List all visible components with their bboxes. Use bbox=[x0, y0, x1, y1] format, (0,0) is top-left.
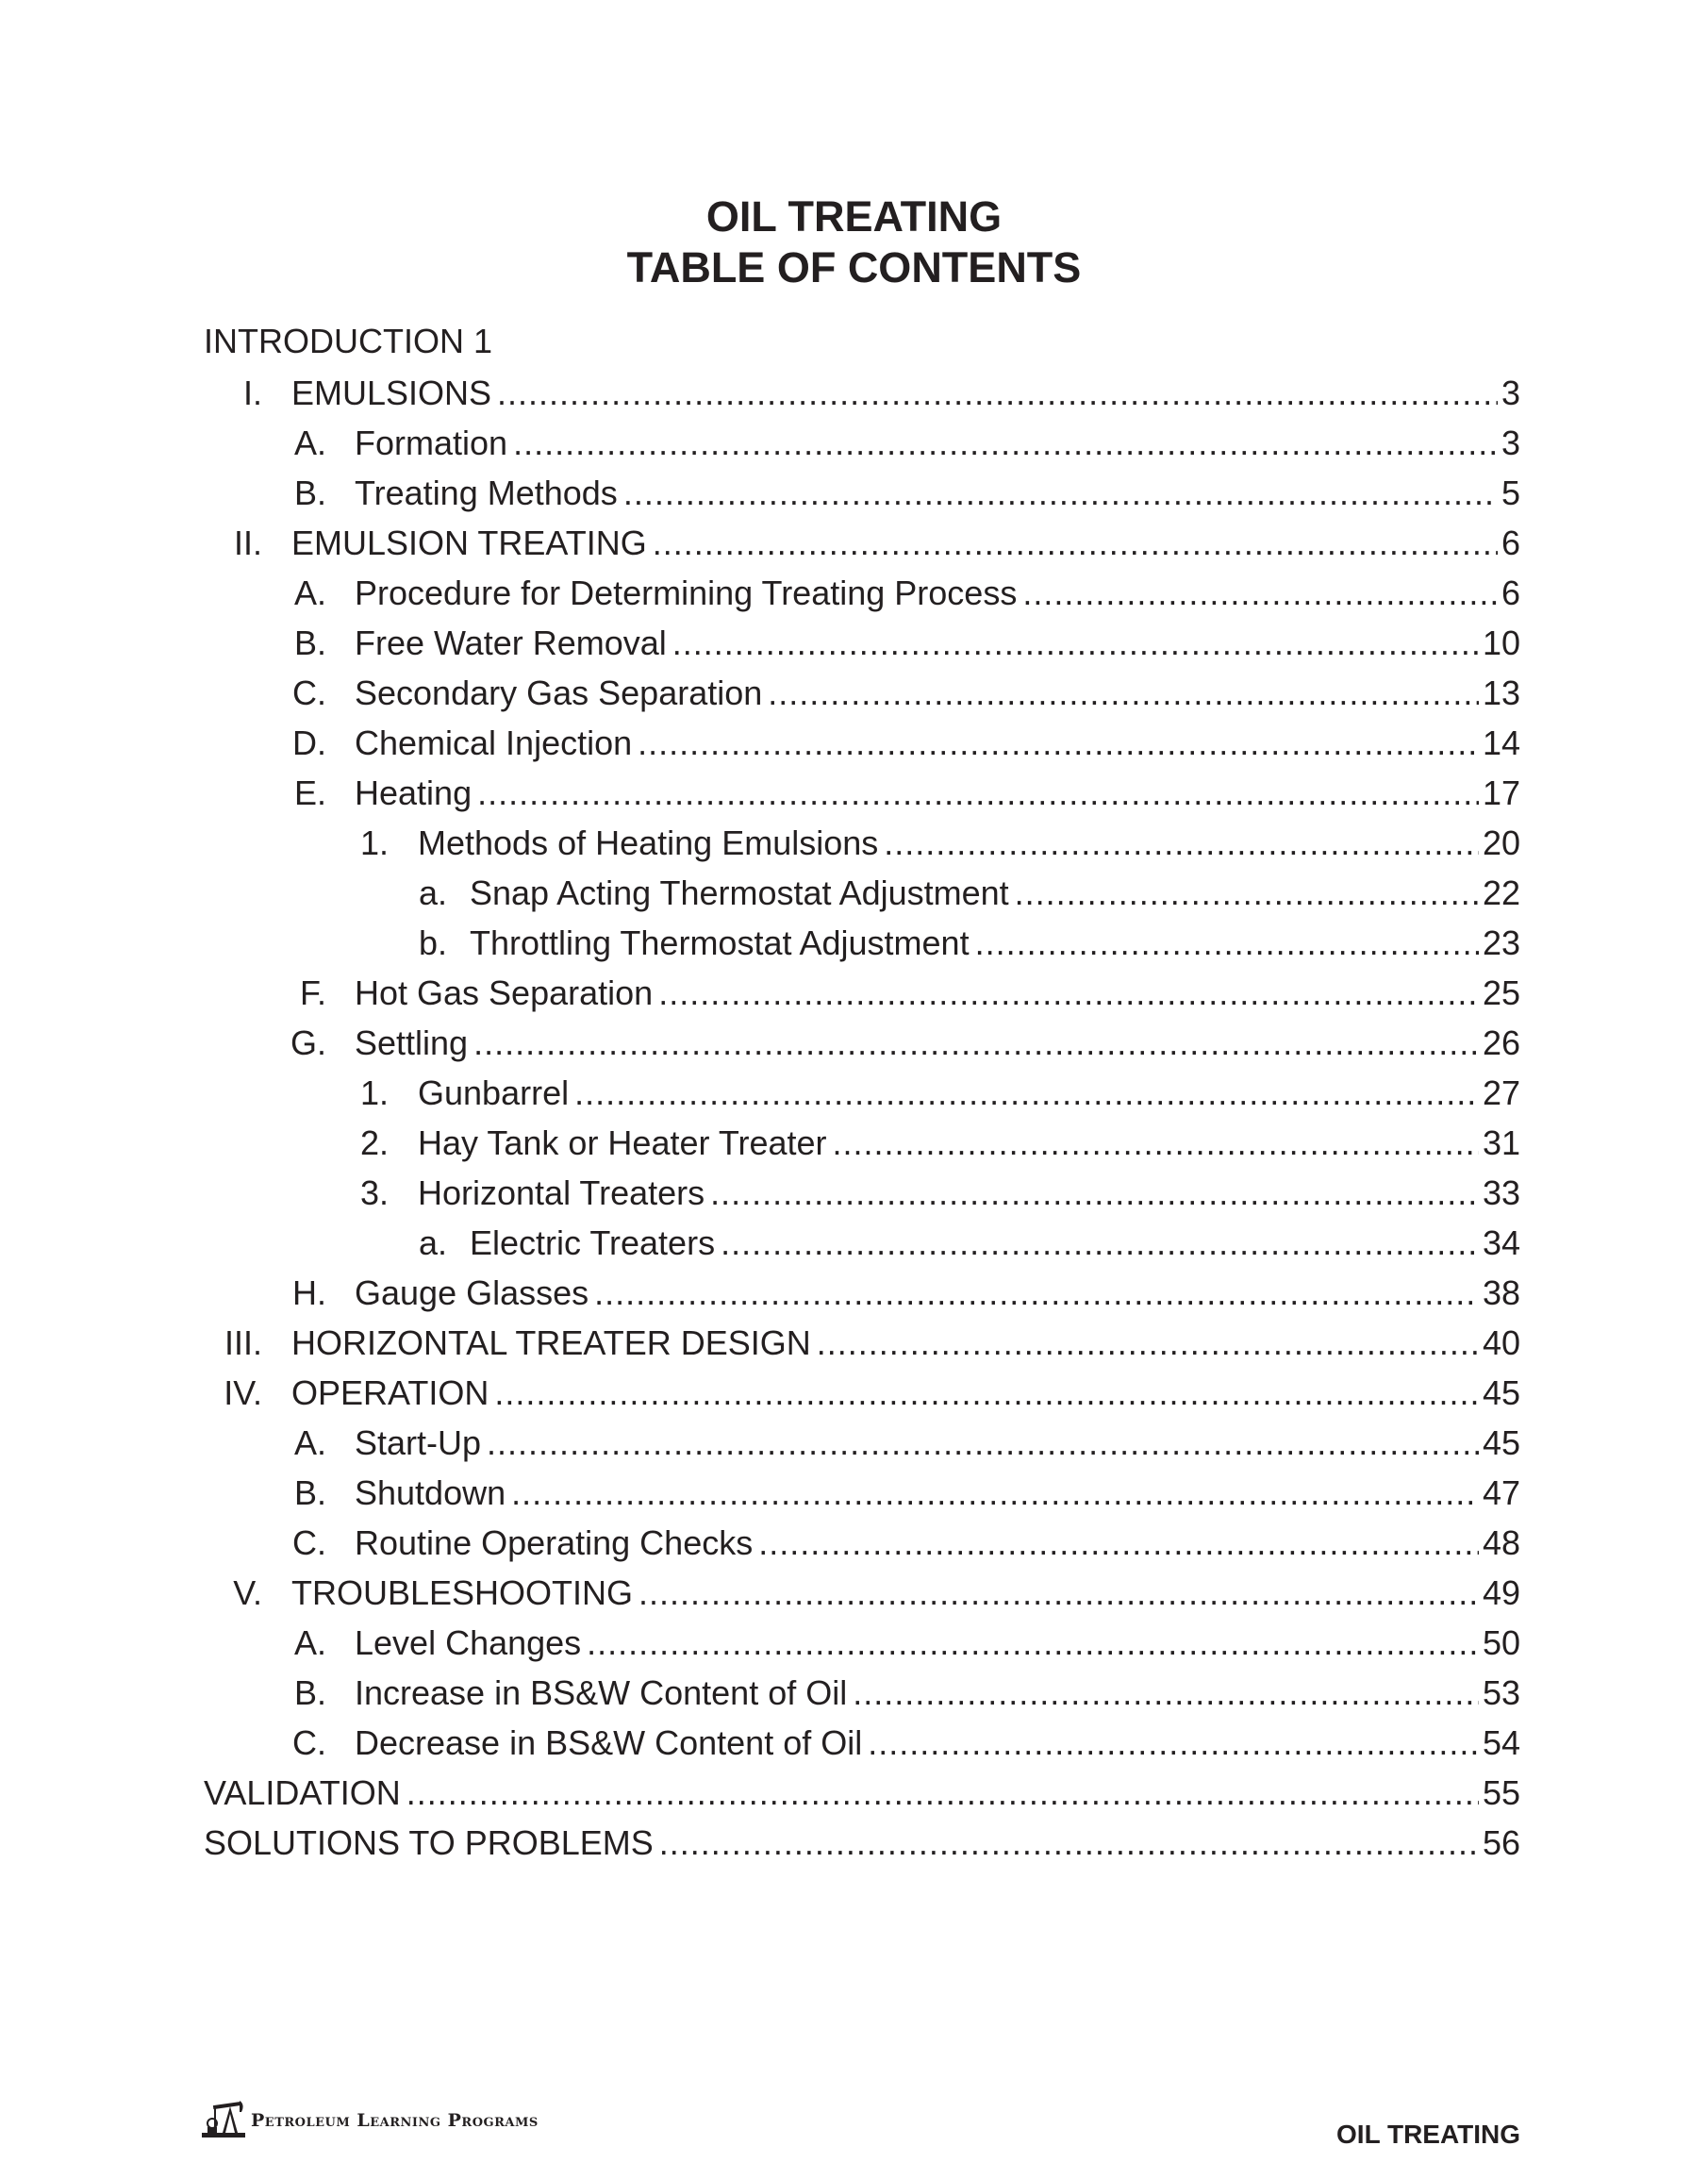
toc-entry-title: Start-Up bbox=[355, 1423, 482, 1462]
toc-entry bbox=[418, 1218, 1520, 1268]
toc-dot-leader bbox=[513, 418, 1498, 468]
toc-entry-marker: H. bbox=[292, 1273, 326, 1312]
toc-entry-title: Treating Methods bbox=[355, 474, 618, 512]
toc-entry-title: EMULSIONS bbox=[291, 374, 492, 412]
toc-entry-marker: V. bbox=[233, 1573, 262, 1612]
toc-entry-marker: B. bbox=[293, 1473, 326, 1512]
pumpjack-icon bbox=[202, 2095, 245, 2138]
toc-entry bbox=[418, 868, 1520, 918]
toc-dot-leader bbox=[487, 1418, 1479, 1468]
toc-dot-leader bbox=[594, 1268, 1479, 1318]
footer-logo bbox=[202, 2095, 539, 2138]
toc-entry-title: HORIZONTAL TREATER DESIGN bbox=[291, 1323, 811, 1362]
toc-entry-page: 14 bbox=[1482, 724, 1520, 762]
toc-entry-title: Chemical Injection bbox=[355, 724, 633, 762]
toc-entry-title: Throttling Thermostat Adjustment bbox=[470, 923, 970, 962]
document-title: OIL TREATING bbox=[705, 192, 1003, 241]
toc-entry-title: Formation bbox=[355, 424, 508, 462]
toc-entry-title: Gauge Glasses bbox=[355, 1273, 589, 1312]
toc-entry-title: Shutdown bbox=[355, 1473, 506, 1512]
footer-logo-text: Petroleum Learning Programs bbox=[251, 2110, 539, 2131]
toc-entry-page: 55 bbox=[1482, 1773, 1520, 1812]
toc-entry-page: 33 bbox=[1482, 1173, 1520, 1212]
toc-entry-page: 5 bbox=[1501, 474, 1520, 512]
toc-entry-marker: A. bbox=[293, 424, 326, 462]
toc-entry-title: Horizontal Treaters bbox=[418, 1173, 705, 1212]
toc-entry-marker: b. bbox=[418, 923, 447, 962]
toc-entry-title: Routine Operating Checks bbox=[355, 1523, 754, 1562]
toc-dot-leader bbox=[975, 918, 1479, 968]
toc-entry-marker: 3. bbox=[359, 1173, 389, 1212]
toc-entry-marker: A. bbox=[293, 574, 326, 612]
toc-dot-leader bbox=[574, 1068, 1479, 1118]
toc-entry bbox=[292, 1518, 1520, 1568]
toc-entry-page: 54 bbox=[1482, 1723, 1520, 1762]
toc-dot-leader bbox=[658, 968, 1479, 1018]
footer-document-name: OIL TREATING bbox=[1336, 2120, 1520, 2149]
toc-entry bbox=[204, 1818, 1520, 1868]
toc-entry bbox=[293, 1468, 1520, 1518]
toc-entry-page: 22 bbox=[1482, 873, 1520, 912]
toc-entry bbox=[224, 1368, 1520, 1418]
toc-entry bbox=[293, 618, 1520, 668]
toc-entry-marker: a. bbox=[418, 1223, 447, 1262]
toc-entry-page: 3 bbox=[1501, 424, 1520, 462]
toc-dot-leader bbox=[653, 518, 1498, 568]
toc-dot-leader bbox=[587, 1618, 1479, 1668]
toc-entry-title: Methods of Heating Emulsions bbox=[418, 823, 879, 862]
toc-entry bbox=[299, 968, 1520, 1018]
toc-entry-page: 47 bbox=[1482, 1473, 1520, 1512]
toc-entry-marker: A. bbox=[293, 1423, 326, 1462]
toc-dot-leader bbox=[638, 718, 1479, 768]
toc-entry-page: 10 bbox=[1482, 624, 1520, 662]
toc-entry-page: 45 bbox=[1482, 1373, 1520, 1412]
toc-entry-title: Snap Acting Thermostat Adjustment bbox=[470, 873, 1009, 912]
toc-entry-marker: C. bbox=[292, 1523, 326, 1562]
toc-entry-marker: B. bbox=[293, 1673, 326, 1712]
toc-entry-page: 6 bbox=[1501, 574, 1520, 612]
toc-entry bbox=[233, 518, 1520, 568]
toc-entry bbox=[293, 568, 1520, 618]
toc-entry-page: 31 bbox=[1482, 1123, 1520, 1162]
toc-entry bbox=[293, 418, 1520, 468]
toc-dot-leader bbox=[884, 818, 1479, 868]
toc-dot-leader bbox=[672, 618, 1479, 668]
toc-dot-leader bbox=[833, 1118, 1479, 1168]
toc-entry-title: Settling bbox=[355, 1023, 469, 1062]
toc-dot-leader bbox=[868, 1718, 1479, 1768]
toc-dot-leader bbox=[477, 768, 1479, 818]
toc-entry-page: 23 bbox=[1482, 923, 1520, 962]
toc-dot-leader bbox=[638, 1568, 1479, 1618]
toc-entry-page: 34 bbox=[1482, 1223, 1520, 1262]
toc-entry-page: 27 bbox=[1482, 1073, 1520, 1112]
toc-entry-page: 45 bbox=[1482, 1423, 1520, 1462]
toc-entry-marker: D. bbox=[292, 724, 326, 762]
toc-entry-page: 20 bbox=[1482, 823, 1520, 862]
toc-dot-leader bbox=[511, 1468, 1479, 1518]
toc-dot-leader bbox=[494, 1368, 1479, 1418]
toc-entry-page: 50 bbox=[1482, 1623, 1520, 1662]
toc-entry-title: Free Water Removal bbox=[355, 624, 667, 662]
toc-dot-leader bbox=[1022, 568, 1498, 618]
toc-entry-marker: B. bbox=[293, 624, 326, 662]
toc-entry-marker: C. bbox=[292, 1723, 326, 1762]
toc-entry-page: 38 bbox=[1482, 1273, 1520, 1312]
toc-entry bbox=[292, 1718, 1520, 1768]
toc-entry-marker: A. bbox=[293, 1623, 326, 1662]
toc-entry-title: Increase in BS&W Content of Oil bbox=[355, 1673, 848, 1712]
toc-entry bbox=[359, 1168, 1520, 1218]
toc-entry-title: OPERATION bbox=[291, 1373, 489, 1412]
toc-entry-marker: IV. bbox=[224, 1373, 262, 1412]
toc-entry-page: 49 bbox=[1482, 1573, 1520, 1612]
toc-entry-page: 6 bbox=[1501, 524, 1520, 562]
toc-introduction: INTRODUCTION 1 bbox=[204, 322, 492, 360]
toc-entry-marker: F. bbox=[299, 973, 326, 1012]
toc-entry-page: 26 bbox=[1482, 1023, 1520, 1062]
toc-entry-title: Level Changes bbox=[355, 1623, 582, 1662]
toc-entry bbox=[292, 668, 1520, 718]
toc-entry-page: 53 bbox=[1482, 1673, 1520, 1712]
toc-entry-page: 17 bbox=[1482, 773, 1520, 812]
toc-dot-leader bbox=[768, 668, 1479, 718]
toc-entry bbox=[292, 1268, 1520, 1318]
toc-entry bbox=[233, 1568, 1520, 1618]
toc-entry bbox=[359, 1068, 1520, 1118]
toc-entry-marker: E. bbox=[293, 773, 326, 812]
document-subtitle: TABLE OF CONTENTS bbox=[626, 243, 1082, 291]
toc-entry-title: Heating bbox=[355, 773, 473, 812]
toc-dot-leader bbox=[406, 1768, 1479, 1818]
toc-entry-page: 56 bbox=[1482, 1823, 1520, 1862]
toc-entry bbox=[204, 1768, 1520, 1818]
toc-entry-marker: II. bbox=[233, 524, 262, 562]
toc-entry-page: 48 bbox=[1482, 1523, 1520, 1562]
toc-entry bbox=[224, 1318, 1520, 1368]
toc-entry-page: 3 bbox=[1501, 374, 1520, 412]
toc-entry bbox=[293, 1418, 1520, 1468]
toc-entry-title: VALIDATION bbox=[204, 1773, 401, 1812]
toc-entry-marker: III. bbox=[224, 1323, 262, 1362]
toc-entry-marker: C. bbox=[292, 674, 326, 712]
toc-entry-title: Electric Treaters bbox=[470, 1223, 716, 1262]
toc-entry-page: 25 bbox=[1482, 973, 1520, 1012]
toc-entry-title: Hay Tank or Heater Treater bbox=[418, 1123, 827, 1162]
toc-entry bbox=[293, 1618, 1520, 1668]
toc-dot-leader bbox=[659, 1818, 1479, 1868]
toc-entry bbox=[292, 718, 1520, 768]
toc-entry-title: Decrease in BS&W Content of Oil bbox=[355, 1723, 863, 1762]
toc-entry bbox=[359, 1118, 1520, 1168]
toc-entry bbox=[293, 1668, 1520, 1718]
toc-entry-title: Gunbarrel bbox=[418, 1073, 570, 1112]
toc-dot-leader bbox=[1015, 868, 1479, 918]
toc-dot-leader bbox=[758, 1518, 1479, 1568]
toc-entry bbox=[290, 1018, 1520, 1068]
toc-dot-leader bbox=[817, 1318, 1479, 1368]
toc-entry bbox=[293, 768, 1520, 818]
toc-entry-marker: a. bbox=[418, 873, 447, 912]
toc-dot-leader bbox=[853, 1668, 1479, 1718]
toc-entry-marker: I. bbox=[242, 374, 262, 412]
toc-entry-page: 13 bbox=[1482, 674, 1520, 712]
toc-entry-title: SOLUTIONS TO PROBLEMS bbox=[204, 1823, 654, 1862]
toc-entry-page: 40 bbox=[1482, 1323, 1520, 1362]
toc-entry-marker: B. bbox=[293, 474, 326, 512]
toc-entry-marker: G. bbox=[290, 1023, 326, 1062]
toc-entry-marker: 2. bbox=[359, 1123, 389, 1162]
toc-entry-marker: 1. bbox=[359, 823, 389, 862]
toc-entry-title: Secondary Gas Separation bbox=[355, 674, 763, 712]
toc-entry-marker: 1. bbox=[359, 1073, 389, 1112]
toc-dot-leader bbox=[623, 468, 1498, 518]
toc-entry bbox=[293, 468, 1520, 518]
toc-dot-leader bbox=[721, 1218, 1479, 1268]
toc-entry-title: TROUBLESHOOTING bbox=[291, 1573, 634, 1612]
toc-dot-leader bbox=[497, 368, 1498, 418]
toc-dot-leader bbox=[710, 1168, 1479, 1218]
toc-entry-title: Hot Gas Separation bbox=[355, 973, 654, 1012]
toc-entry bbox=[418, 918, 1520, 968]
toc-entry bbox=[242, 368, 1520, 418]
toc-entry-title: Procedure for Determining Treating Process bbox=[355, 574, 1018, 612]
toc-dot-leader bbox=[473, 1018, 1479, 1068]
toc-entry-title: EMULSION TREATING bbox=[291, 524, 647, 562]
toc-entry bbox=[359, 818, 1520, 868]
